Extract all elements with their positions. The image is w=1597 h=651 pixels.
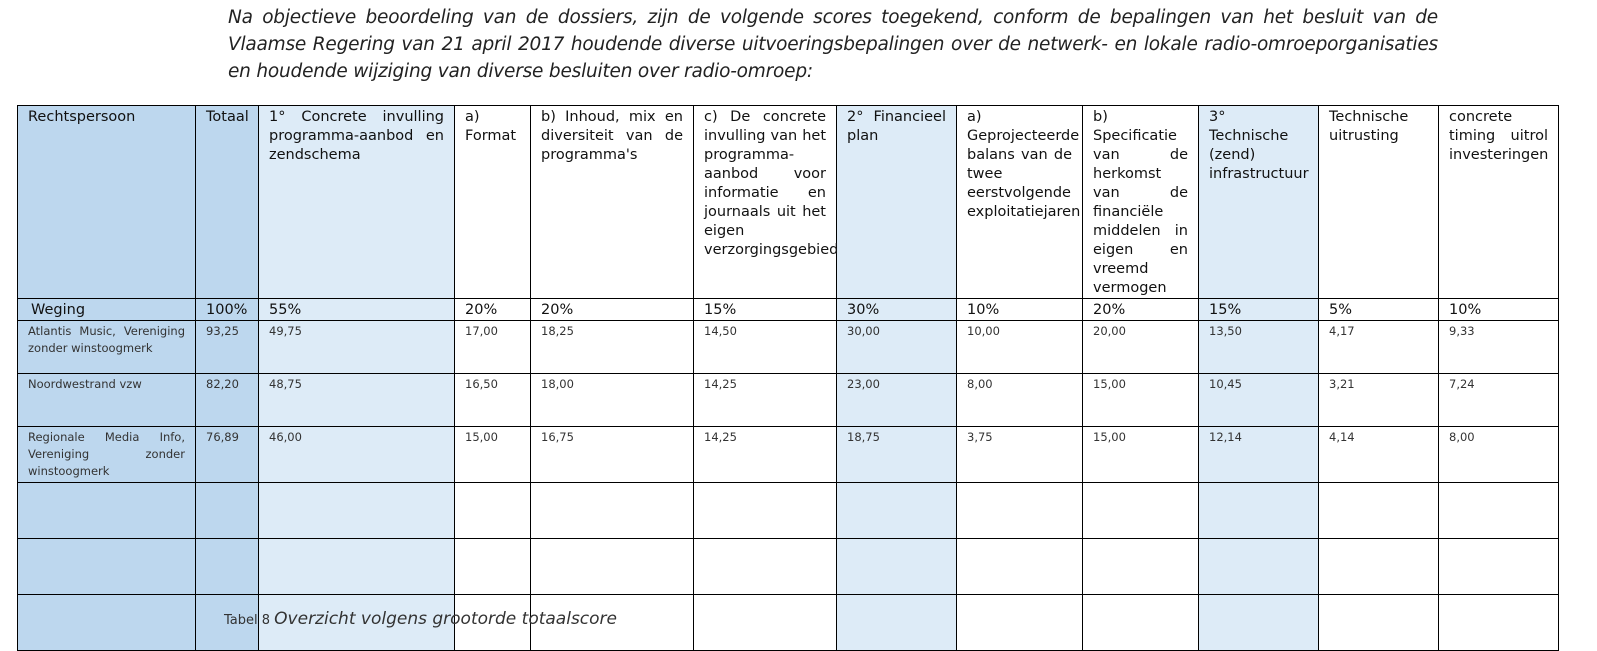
intro-paragraph: Na objectieve beoordeling van de dossiers, zijn de volgende scores toegekend, conform de bepalingen van het besluit van de Vlaamse Regering van 21 april 2017 houdende diverse uitvoeringsbepalingen over de netwerk- en lokale radio-omroeporganisaties en houdende wijziging van diverse besluiten over radio-omroep: xyxy=(228,7,1438,82)
score-cell: 9,33 xyxy=(1439,321,1559,374)
weight-cell: 20% xyxy=(531,299,694,321)
score-cell: 76,89 xyxy=(196,427,259,483)
weight-cell: 30% xyxy=(837,299,957,321)
score-cell: 82,20 xyxy=(196,374,259,427)
header-specificatie: b) Specificatie van de herkomst van de financiële middelen in eigen en vreemd vermogen xyxy=(1083,106,1199,299)
header-timing: concrete timing uitrol investeringen xyxy=(1439,106,1559,299)
score-cell: 8,00 xyxy=(1439,427,1559,483)
table-row xyxy=(18,427,1559,483)
empty-row xyxy=(18,539,1559,595)
table-caption xyxy=(224,609,617,629)
weight-cell: 20% xyxy=(1083,299,1199,321)
score-cell: 18,00 xyxy=(531,374,694,427)
score-cell: 7,24 xyxy=(1439,374,1559,427)
score-cell: 15,00 xyxy=(1083,427,1199,483)
table-row xyxy=(18,374,1559,427)
score-cell: 46,00 xyxy=(259,427,455,483)
header-row xyxy=(18,106,1559,299)
header-concrete-invulling: c) De concrete invulling van het programma-aanbod voor informatie en journaals uit het eigen verzorgingsgebied xyxy=(694,106,837,299)
weight-row xyxy=(18,299,1559,321)
caption-label: Tabel 8 xyxy=(224,613,271,628)
score-cell: 10,00 xyxy=(957,321,1083,374)
score-cell: 17,00 xyxy=(455,321,531,374)
weight-cell: 10% xyxy=(1439,299,1559,321)
weight-cell: 20% xyxy=(455,299,531,321)
header-technische-infrastructuur: 3° Technische (zend) infrastructuur xyxy=(1199,106,1319,299)
score-cell: 14,25 xyxy=(694,374,837,427)
header-inhoud: b) Inhoud, mix en diversiteit van de programma's xyxy=(531,106,694,299)
weight-cell: 100% xyxy=(196,299,259,321)
score-cell: 10,45 xyxy=(1199,374,1319,427)
header-totaal: Totaal xyxy=(196,106,259,299)
empty-row xyxy=(18,483,1559,539)
score-cell: 4,14 xyxy=(1319,427,1439,483)
score-cell: 93,25 xyxy=(196,321,259,374)
score-cell: 8,00 xyxy=(957,374,1083,427)
score-cell: 12,14 xyxy=(1199,427,1319,483)
weight-cell: 15% xyxy=(1199,299,1319,321)
weight-label: Weging xyxy=(18,299,196,321)
header-programma: 1° Concrete invulling programma-aanbod en zendschema xyxy=(259,106,455,299)
weight-cell: 10% xyxy=(957,299,1083,321)
caption-title: Overzicht volgens grootorde totaalscore xyxy=(274,609,618,629)
score-cell: 49,75 xyxy=(259,321,455,374)
weight-cell: 15% xyxy=(694,299,837,321)
header-rechtspersoon: Rechtspersoon xyxy=(18,106,196,299)
scores-table xyxy=(17,105,1559,651)
score-cell: 15,00 xyxy=(1083,374,1199,427)
score-cell: 48,75 xyxy=(259,374,455,427)
header-financieel-plan: 2° Financieel plan xyxy=(837,106,957,299)
entity-name: Regionale Media Info, Vereniging zonder winstoogmerk xyxy=(18,427,196,483)
weight-cell: 5% xyxy=(1319,299,1439,321)
score-cell: 14,50 xyxy=(694,321,837,374)
header-balans: a) Geprojecteerde balans van de twee eerstvolgende exploitatiejaren xyxy=(957,106,1083,299)
score-cell: 30,00 xyxy=(837,321,957,374)
score-cell: 4,17 xyxy=(1319,321,1439,374)
score-cell: 14,25 xyxy=(694,427,837,483)
entity-name: Atlantis Music, Vereniging zonder winstoogmerk xyxy=(18,321,196,374)
score-cell: 18,25 xyxy=(531,321,694,374)
header-technische-uitrusting: Technische uitrusting xyxy=(1319,106,1439,299)
score-cell: 13,50 xyxy=(1199,321,1319,374)
header-format: a) Format xyxy=(455,106,531,299)
score-cell: 20,00 xyxy=(1083,321,1199,374)
score-cell: 16,50 xyxy=(455,374,531,427)
score-cell: 15,00 xyxy=(455,427,531,483)
score-cell: 23,00 xyxy=(837,374,957,427)
score-cell: 3,21 xyxy=(1319,374,1439,427)
weight-cell: 55% xyxy=(259,299,455,321)
score-cell: 16,75 xyxy=(531,427,694,483)
score-cell: 3,75 xyxy=(957,427,1083,483)
entity-name: Noordwestrand vzw xyxy=(18,374,196,427)
score-cell: 18,75 xyxy=(837,427,957,483)
table-row xyxy=(18,321,1559,374)
